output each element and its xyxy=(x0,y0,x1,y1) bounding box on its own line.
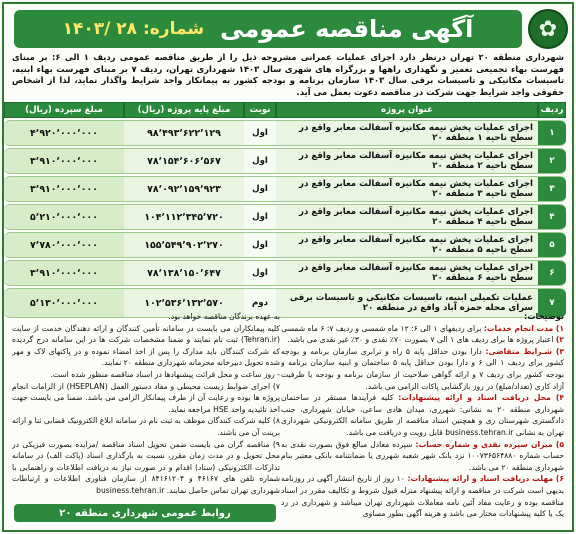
table-row xyxy=(4,260,566,286)
project-title: اجرای عملیات پخش نیمه مکانیزه آسفالت معابر واقع در سطح ناحیه ۴ منطقه ۲۰ xyxy=(276,204,538,230)
note-label: ۵) میزان سپرده نقدی و شماره حساب: xyxy=(415,439,564,449)
project-title: اجرای عملیات پخش نیمه مکانیزه آسفالت معابر واقع در سطح ناحیه ۶ منطقه ۲۰ xyxy=(276,260,538,286)
deposit-amount: ۳٬۹۱۰٬۰۰۰٬۰۰۰ xyxy=(4,176,124,202)
notes-left-column xyxy=(12,311,280,507)
note-text: برای ردیفهای ۱ الی ۶: ۱۲ ماه شمسی و ردیف ۷: ۶ ماه شمسی xyxy=(281,323,482,333)
note-paragraph: ۹) مناقصه گران می بایست ضمن تحویل اسناد مناقصه /مزایده بصورت فیزیکی در محل تحویل و در مدت زمان مقرر، نسبت به بارگذاری اسناد (پاکت الف) در سامانه تدارکات الکترونیکی (ستاد) اقدام و در صورت نیاز به دریافت اطلاعات و راهنمایی با شماره تلفن های ۴۶۱۶۷ و ۸۴۱۶۱۲۰۴ از سازمان فناوری اطلاعات و ارتباطات شهرداری تهران تماس حاصل نمایند. business.tehran.ir xyxy=(12,439,280,495)
note-paragraph: به عهده برندگان مناقصه خواهد بود. xyxy=(168,312,280,321)
base-amount: ۱۰۲٬۵۳۶٬۱۳۲٬۵۷۰ xyxy=(124,288,244,318)
tender-table xyxy=(4,100,566,320)
note-text: کلیه فرآیندها مستقر در ساختمان شهرداری منطقه ۲۰ به نشانی: شهرری، میدان هادی ساعی، خیابان شهرداری، جنب دادگستری شهرستان ری و همچنین اسناد مناقصه از طریق سامانه الکترونیکی شهرداری تهران به نشانی business.tehran.ir قابل رویت و دریافت می باشد. xyxy=(281,393,564,437)
base-amount: ۱۰۴٬۱۱۲٬۳۴۵٬۷۲۰ xyxy=(124,204,244,230)
table-row xyxy=(4,148,566,174)
tehran-municipality-logo-icon: ✿ xyxy=(528,9,568,49)
note-label: ۶) مهلت دریافت اسناد و ارائه پیشنهادات: xyxy=(407,474,564,484)
table-row xyxy=(4,120,566,146)
col-header-type: نوبت xyxy=(244,102,276,118)
ad-title: آگهی مناقصه عمومی xyxy=(220,15,474,43)
note-paragraph: ۷) اجرای ضوابط زیست محیطی و مفاد دستور العمل (HSEPLAN) از الزامات انجام پروژه ها بوده و رعایت آن از طرف پیمانکار الزامی می باشد. ضمنا می بایست جهت اخذ تائیدیه واحد HSE مراجعه نماید. xyxy=(12,381,280,414)
table-row xyxy=(4,232,566,258)
row-number: ۷ xyxy=(538,288,566,318)
ad-frame xyxy=(2,2,574,532)
deposit-amount: ۴٬۹۲۰٬۰۰۰٬۰۰۰ xyxy=(4,120,124,146)
public-relations-footer: روابط عمومی شهرداری منطقه ۲۰ xyxy=(14,504,276,522)
note-text: اعتبار پروژه ها برای ردیف های ۱ الی ۷ بصورت ۷۰٪ نقدی و ۳۰٪ غیر نقدی می باشد. xyxy=(287,335,554,345)
call-round: دوم xyxy=(244,288,276,318)
note-item xyxy=(281,323,564,335)
header xyxy=(8,7,568,51)
note-text: دارا بودن حداقل پایه ۵ راه و ترابری سازمان برنامه و بودجه کشور برای ردیف ۱ الی ۶ و دارا بودن حداقل پایه ۵ ساختمان و ابنیه سازمان برنامه و بودجه کشور برای ردیف ۷ و ارائه گواهی صلاحیت از سازمان برنامه و بودجه با ظرفیت آزاد کاری (تعداد/مبلغ) در روز بازگشایی پاکات الزامی می باشد. xyxy=(281,346,564,391)
note-paragraph: کلیه پیمانکاران می بایست در سامانه تأمین کنندگان و ارائه دهندگان خدمت از سایت (Tehran.ir) ثبت نام نمایند و ضمنا مشخصات شرکت ها در این سامانه درج گردیده که شرکت کنندگان باید مدارک را پس از اخذ امضاء نموده و در پاکتهای لاک و مهر شده تحویل دبیرخانه محرمانه شهرداری منطقه ۲۰ نمایند. xyxy=(12,323,280,368)
note-item xyxy=(281,439,564,474)
note-item xyxy=(281,334,564,346)
base-amount: ۷۸٬۰۹۲٬۱۵۹٬۹۲۳ xyxy=(124,176,244,202)
call-round: اول xyxy=(244,260,276,286)
deposit-amount: ۷٬۷۸۰٬۰۰۰٬۰۰۰ xyxy=(4,232,124,258)
col-header-base: مبلغ پایه پروژه (ریال) xyxy=(124,102,244,118)
note-text: سپرده معادل مبالغ فوق بصورت نقدی به حساب شماره ۱۰۰۷۳۶۵۶۴۸۸۰ نزد بانک شهر شعبه شهرری یا ضمانتنامه بانکی معتبر بنام شهرداری منطقه ۲۰ می باشد. xyxy=(281,439,564,472)
project-title: عملیات تکمیلی ابنیه، تاسیسات مکانیکی و تاسیسات برقی سرای محله حمزه آباد واقع در منطقه ۲۰ xyxy=(276,288,538,318)
deposit-amount: ۵٬۱۳۰٬۰۰۰٬۰۰۰ xyxy=(4,288,124,318)
note-item xyxy=(281,392,564,438)
notes-column xyxy=(281,311,564,531)
project-title: اجرای عملیات پخش نیمه مکانیزه آسفالت معابر واقع در سطح ناحیه ۱ منطقه ۲۰ xyxy=(276,120,538,146)
base-amount: ۷۸٬۱۳۸٬۱۵۰٬۶۴۷ xyxy=(124,260,244,286)
col-header-title: عنوان پروژه xyxy=(276,102,538,118)
headline-banner xyxy=(14,10,522,48)
row-number: ۱ xyxy=(538,120,566,146)
note-label: ۱) مدت انجام خدمات: xyxy=(483,323,564,333)
deposit-amount: ۵٬۲۱۰٬۰۰۰٬۰۰۰ xyxy=(4,204,124,230)
table-header-row xyxy=(4,102,566,118)
row-number: ۲ xyxy=(538,148,566,174)
call-round: اول xyxy=(244,176,276,202)
note-label: ۴) محل دریافت اسناد و ارائه پیشنهادات: xyxy=(398,393,564,403)
note-text: ۱۰ روز از تاریخ انتشار آگهی در روزنامه بدیهی است شرکت در مناقصه و ارائه پیشنهاد منزله قبول شروط و تکالیف مقرر در اسناد مناقصه بوده و رعایت مفاد آئین نامه معاملات شهرداری تهران میباشد و شهرداری در رد یک یا کلیه پیشنهادات مختار می باشد و هزینه آگهی بطور مساوی xyxy=(281,474,564,519)
deposit-amount: ۳٬۹۱۰٬۰۰۰٬۰۰۰ xyxy=(4,260,124,286)
project-title: اجرای عملیات پخش نیمه مکانیزه آسفالت معابر واقع در سطح ناحیه ۵ منطقه ۲۰ xyxy=(276,232,538,258)
row-number: ۴ xyxy=(538,204,566,230)
note-paragraph: ۸) کلیه شرکت کنندگان موظف به ثبت نام در سامانه ابلاغ الکترونیک قضایی ثنا و ارائه برینت آن می باشند. xyxy=(12,416,280,437)
note-label: ۲) xyxy=(555,335,564,345)
notes-heading: توضیحات: xyxy=(524,311,564,321)
call-round: اول xyxy=(244,120,276,146)
note-item xyxy=(281,473,564,519)
col-header-row: ردیف xyxy=(538,102,566,118)
call-round: اول xyxy=(244,204,276,230)
deposit-amount: ۳٬۹۱۰٬۰۰۰٬۰۰۰ xyxy=(4,148,124,174)
intro-paragraph: شهرداری منطقه ۲۰ تهران درنظر دارد اجرای عملیات عمرانی مشروحه ذیل را از طریق مناقصه عمومی ردیف ۱ الی ۶: بر مبنای فهرست بهاء تجمیعی تعمیر و نگهداری راهها و بزرگراه های شهری سال ۱۴۰۳ شهرداری تهران، ردیف ۷ بر مبنای فهرست بهاء ابنیه، تاسیسات مکانیکی و تاسیسات برقی سال ۱۴۰۳ سازمان برنامه و بودجه کشور به پیمانکار واجد شرایط واگذار نماید، لذا از اشخاص حقوقی واجد شرایط جهت شرکت در مناقصه دعوت بعمل می آید. xyxy=(12,52,564,97)
project-title: اجرای عملیات پخش نیمه مکانیزه آسفالت معابر واقع در سطح ناحیه ۲ منطقه ۲۰ xyxy=(276,148,538,174)
col-header-deposit: مبلغ سپرده (ریال) xyxy=(4,102,124,118)
call-round: اول xyxy=(244,232,276,258)
base-amount: ۱۵۵٬۵۴۹٬۹۰۲٬۲۷۰ xyxy=(124,232,244,258)
row-number: ۶ xyxy=(538,260,566,286)
table-row xyxy=(4,176,566,202)
row-number: ۵ xyxy=(538,232,566,258)
table-row xyxy=(4,204,566,230)
note-label: ۳) شـرایط متقاضی: xyxy=(485,346,564,356)
call-round: اول xyxy=(244,148,276,174)
note-item xyxy=(281,346,564,392)
note-paragraph: - روز ساعت و محل قرائت پیشنهادها در اسناد مناقصه منظور شده است. xyxy=(50,369,280,379)
ad-number: شماره: ۲۸ /۱۴۰۳ xyxy=(62,19,205,39)
base-amount: ۷۸٬۱۵۴٬۶۰۶٬۵۶۷ xyxy=(124,148,244,174)
base-amount: ۹۸٬۴۹۳٬۶۲۲٬۱۲۹ xyxy=(124,120,244,146)
row-number: ۳ xyxy=(538,176,566,202)
project-title: اجرای عملیات پخش نیمه مکانیزه آسفالت معابر واقع در سطح ناحیه ۳ منطقه ۲۰ xyxy=(276,176,538,202)
